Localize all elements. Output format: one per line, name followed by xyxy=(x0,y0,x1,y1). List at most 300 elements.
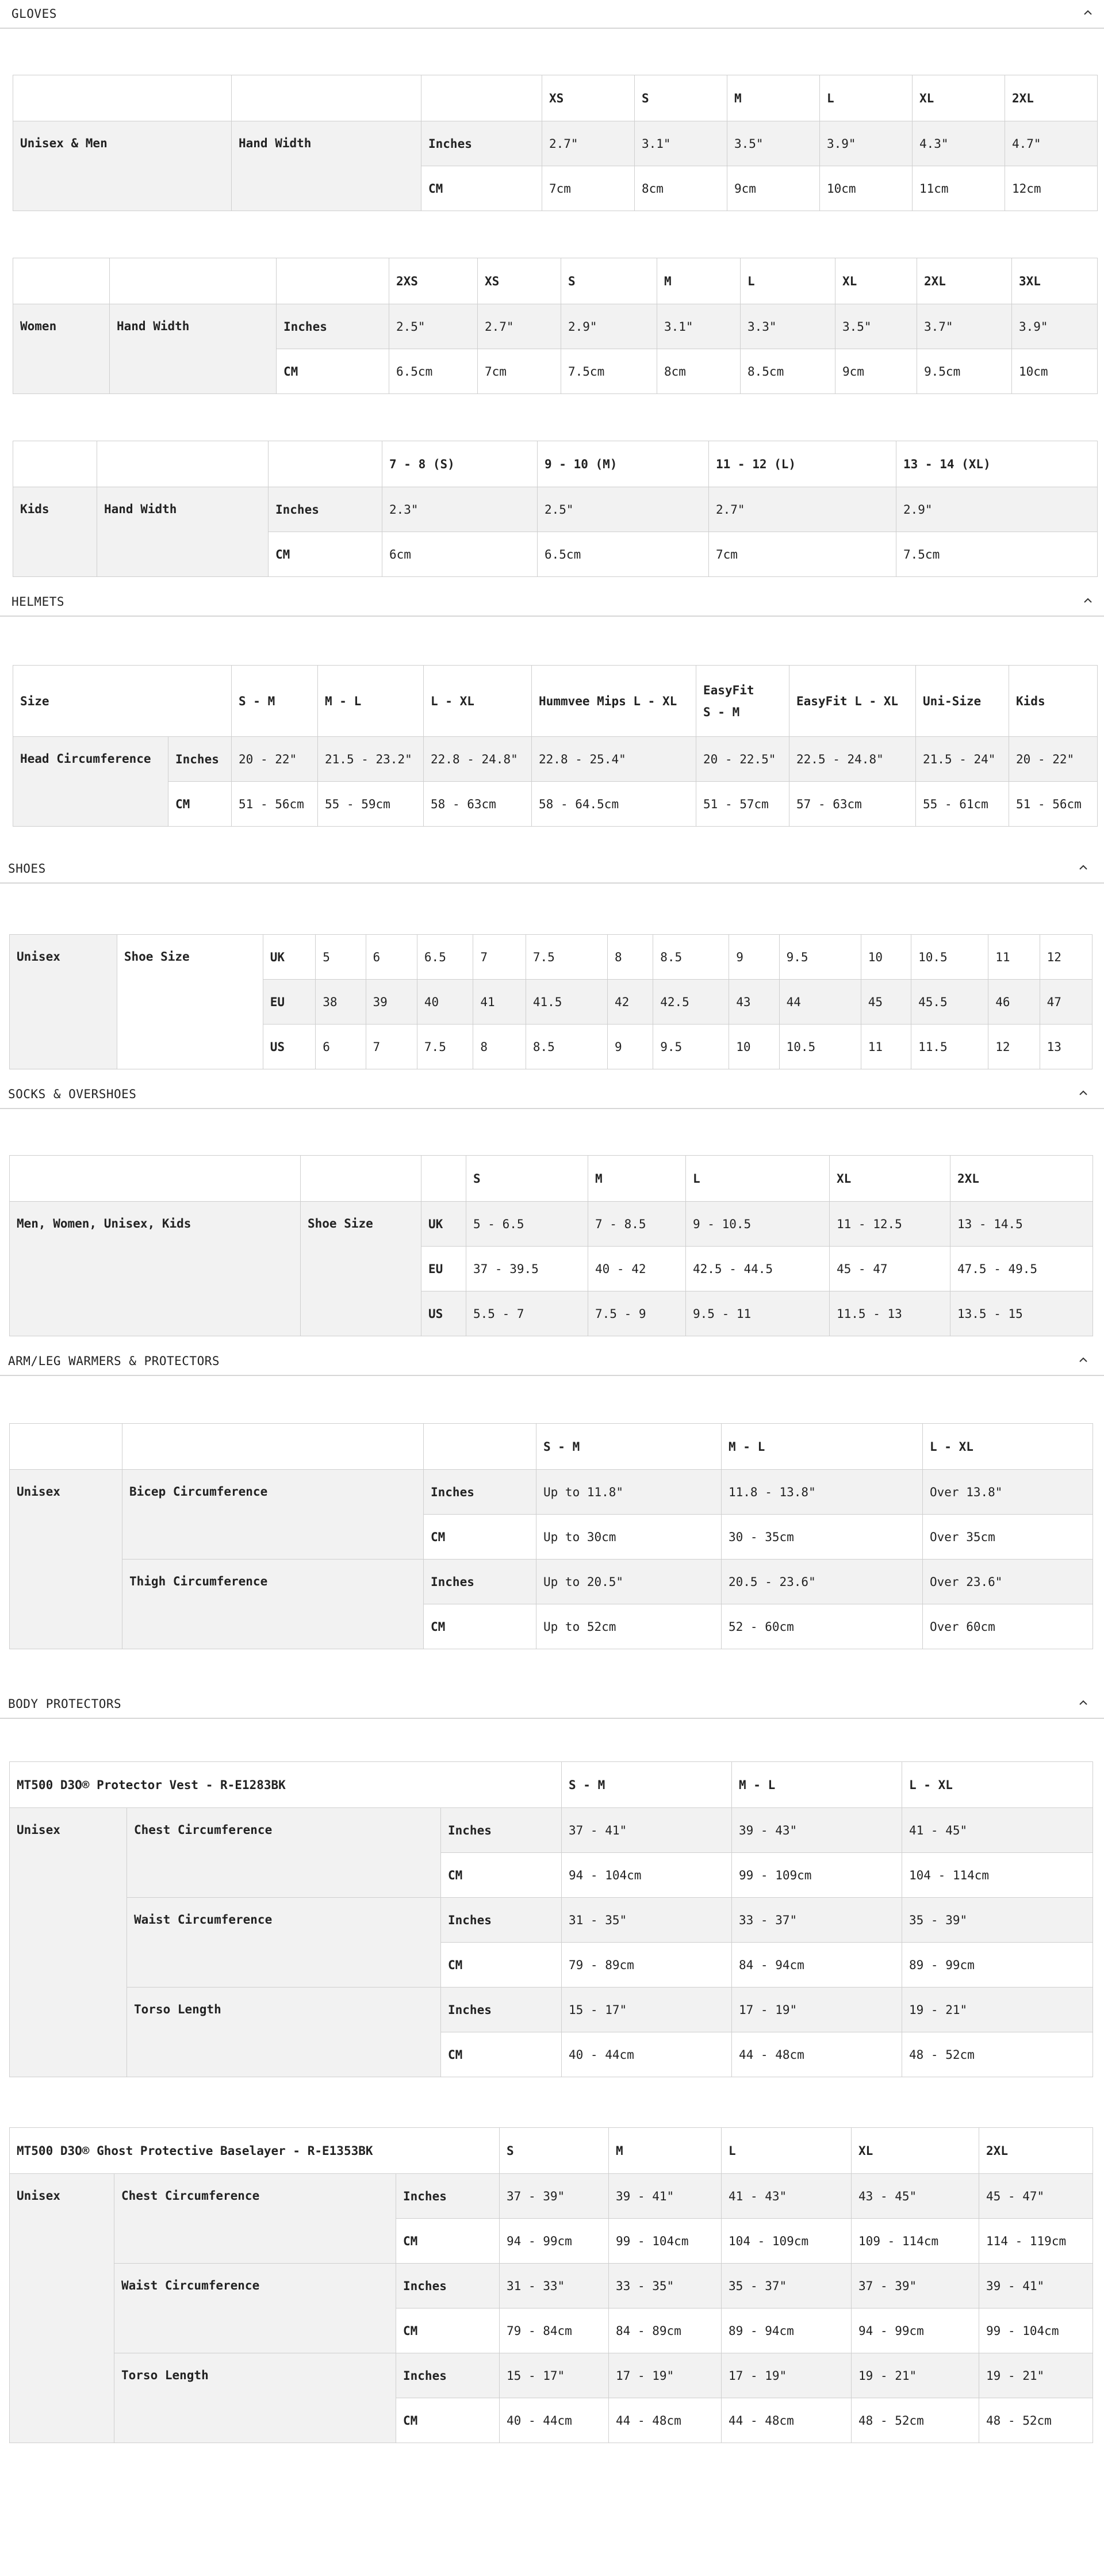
value-cell: 3.5" xyxy=(727,121,820,166)
size-header: M - L xyxy=(732,1762,902,1808)
unit-label: CM xyxy=(269,532,382,577)
measure-label: Torso Length xyxy=(127,1988,441,2077)
measure-label: Hand Width xyxy=(232,121,421,211)
table-row xyxy=(13,304,1098,349)
header-row xyxy=(13,258,1098,304)
group-label: Men, Women, Unisex, Kids xyxy=(10,1202,301,1336)
size-label: Size xyxy=(13,666,232,737)
section-header-warmers[interactable] xyxy=(0,1347,1104,1376)
section-title: ARM/LEG WARMERS & PROTECTORS xyxy=(8,1354,220,1368)
value-cell: 13.5 - 15 xyxy=(950,1291,1093,1336)
unit-label: UK xyxy=(263,935,315,980)
empty-cell xyxy=(232,75,421,121)
value-cell: 99 - 104cm xyxy=(979,2309,1093,2353)
value-cell: 94 - 99cm xyxy=(500,2219,609,2264)
measure-label: Shoe Size xyxy=(301,1202,421,1336)
unit-label: CM xyxy=(277,349,389,394)
size-header-line: EasyFit xyxy=(703,683,754,697)
table-row xyxy=(10,1560,1093,1604)
size-header: L xyxy=(722,2128,852,2174)
table-row xyxy=(10,1808,1093,1853)
baselayer-table xyxy=(9,2127,1093,2443)
value-cell: 8 xyxy=(608,935,653,980)
unit-label: CM xyxy=(424,1515,536,1560)
unit-label: CM xyxy=(421,166,542,211)
size-header: 13 - 14 (XL) xyxy=(896,441,1098,487)
size-header: 2XL xyxy=(917,258,1012,304)
value-cell: 2.7" xyxy=(542,121,635,166)
value-cell: 19 - 21" xyxy=(902,1988,1093,2032)
value-cell: 9 - 10.5 xyxy=(686,1202,830,1247)
size-header: S xyxy=(500,2128,609,2174)
measure-label: Waist Circumference xyxy=(114,2264,396,2353)
section-title: BODY PROTECTORS xyxy=(8,1697,122,1711)
measure-label: Head Circumference xyxy=(13,737,168,827)
unit-label: UK xyxy=(421,1202,466,1247)
table-row xyxy=(13,737,1098,782)
value-cell: 48 - 52cm xyxy=(979,2398,1093,2443)
empty-cell xyxy=(10,1424,122,1470)
value-cell: 58 - 63cm xyxy=(424,782,532,827)
measure-label: Waist Circumference xyxy=(127,1898,441,1988)
section-header-gloves[interactable] xyxy=(0,0,1104,29)
value-cell: Up to 52cm xyxy=(536,1604,722,1649)
value-cell: 44 - 48cm xyxy=(732,2032,902,2077)
size-header: M xyxy=(657,258,741,304)
value-cell: 6.5cm xyxy=(389,349,478,394)
size-header: S - M xyxy=(562,1762,732,1808)
value-cell: 55 - 59cm xyxy=(318,782,424,827)
unit-label: Inches xyxy=(396,2174,500,2219)
size-header: L xyxy=(686,1156,830,1202)
value-cell: 39 - 41" xyxy=(609,2174,722,2219)
section-title: SHOES xyxy=(8,862,46,876)
unit-label: Inches xyxy=(396,2264,500,2309)
value-cell: 47.5 - 49.5 xyxy=(950,1247,1093,1291)
value-cell: 3.1" xyxy=(657,304,741,349)
value-cell: 46 xyxy=(988,980,1040,1025)
header-row xyxy=(10,1156,1093,1202)
gloves-kids-table xyxy=(13,441,1098,577)
section-header-shoes[interactable] xyxy=(0,855,1104,884)
size-header: EasyFit L - XL xyxy=(789,666,916,737)
table-row xyxy=(10,2353,1093,2398)
size-header: 9 - 10 (M) xyxy=(538,441,709,487)
value-cell: 6cm xyxy=(382,532,538,577)
value-cell: 79 - 84cm xyxy=(500,2309,609,2353)
value-cell: 22.8 - 25.4" xyxy=(532,737,696,782)
size-header: L xyxy=(741,258,835,304)
size-header: 2XL xyxy=(950,1156,1093,1202)
measure-label: Thigh Circumference xyxy=(122,1560,424,1649)
unit-label: Inches xyxy=(168,737,232,782)
value-cell: 17 - 19" xyxy=(722,2353,852,2398)
value-cell: 9 xyxy=(729,935,779,980)
table-row xyxy=(13,487,1098,532)
socks-table xyxy=(9,1155,1093,1336)
value-cell: 20 - 22" xyxy=(232,737,318,782)
size-header: S xyxy=(561,258,657,304)
value-cell: 45 - 47" xyxy=(979,2174,1093,2219)
value-cell: 89 - 94cm xyxy=(722,2309,852,2353)
size-header: S xyxy=(466,1156,588,1202)
value-cell: 104 - 109cm xyxy=(722,2219,852,2264)
header-row xyxy=(10,1424,1093,1470)
size-header: 11 - 12 (L) xyxy=(709,441,896,487)
value-cell: 94 - 99cm xyxy=(852,2309,979,2353)
value-cell: 3.1" xyxy=(635,121,727,166)
value-cell: 30 - 35cm xyxy=(722,1515,923,1560)
size-header: 2XL xyxy=(979,2128,1093,2174)
value-cell: 21.5 - 23.2" xyxy=(318,737,424,782)
value-cell: 42 xyxy=(608,980,653,1025)
value-cell: 44 - 48cm xyxy=(609,2398,722,2443)
size-header: 2XL xyxy=(1005,75,1098,121)
unit-label: EU xyxy=(263,980,315,1025)
group-label: Unisex xyxy=(10,1808,127,2077)
unit-label: CM xyxy=(168,782,232,827)
measure-label: Hand Width xyxy=(97,487,269,577)
table-row xyxy=(13,782,1098,827)
header-row xyxy=(10,2128,1093,2174)
value-cell: 37 - 39" xyxy=(852,2264,979,2309)
value-cell: 22.5 - 24.8" xyxy=(789,737,916,782)
product-title: MT500 D3O® Ghost Protective Baselayer - R-E1353BK xyxy=(10,2128,500,2174)
value-cell: 19 - 21" xyxy=(979,2353,1093,2398)
value-cell: 99 - 109cm xyxy=(732,1853,902,1898)
value-cell: 9 xyxy=(608,1025,653,1069)
value-cell: 7 xyxy=(473,935,526,980)
value-cell: 52 - 60cm xyxy=(722,1604,923,1649)
value-cell: 22.8 - 24.8" xyxy=(424,737,532,782)
value-cell: 39 - 43" xyxy=(732,1808,902,1853)
size-header: L - XL xyxy=(923,1424,1093,1470)
value-cell: 12 xyxy=(1040,935,1092,980)
value-cell: 8 xyxy=(473,1025,526,1069)
size-header: L - XL xyxy=(902,1762,1093,1808)
value-cell: 45 xyxy=(861,980,911,1025)
value-cell: 109 - 114cm xyxy=(852,2219,979,2264)
empty-cell xyxy=(269,441,382,487)
empty-cell xyxy=(424,1424,536,1470)
value-cell: 17 - 19" xyxy=(609,2353,722,2398)
size-header: M - L xyxy=(318,666,424,737)
value-cell: 58 - 64.5cm xyxy=(532,782,696,827)
value-cell: 7.5cm xyxy=(896,532,1098,577)
size-header: M - L xyxy=(722,1424,923,1470)
value-cell: 42.5 - 44.5 xyxy=(686,1247,830,1291)
value-cell: 8cm xyxy=(635,166,727,211)
header-row xyxy=(13,441,1098,487)
value-cell: 39 - 41" xyxy=(979,2264,1093,2309)
value-cell: 10.5 xyxy=(911,935,988,980)
chevron-up-icon[interactable] xyxy=(1081,594,1095,607)
value-cell: 38 xyxy=(316,980,366,1025)
value-cell: 9cm xyxy=(727,166,820,211)
value-cell: 5 - 6.5 xyxy=(466,1202,588,1247)
value-cell: 48 - 52cm xyxy=(852,2398,979,2443)
measure-label: Chest Circumference xyxy=(114,2174,396,2264)
value-cell: Over 13.8" xyxy=(923,1470,1093,1515)
section-header-body-protectors[interactable] xyxy=(0,1690,1104,1719)
value-cell: Up to 11.8" xyxy=(536,1470,722,1515)
table-row xyxy=(10,2174,1093,2219)
value-cell: 6.5 xyxy=(417,935,473,980)
header-row xyxy=(13,75,1098,121)
value-cell: 11 xyxy=(988,935,1040,980)
value-cell: 7.5 xyxy=(417,1025,473,1069)
size-header: Uni-Size xyxy=(916,666,1009,737)
chevron-up-icon[interactable] xyxy=(1076,1353,1090,1367)
value-cell: 51 - 56cm xyxy=(232,782,318,827)
chevron-up-icon[interactable] xyxy=(1076,1696,1090,1710)
value-cell: 11.5 - 13 xyxy=(830,1291,950,1336)
size-header: Hummvee Mips L - XL xyxy=(532,666,696,737)
value-cell: 9.5cm xyxy=(917,349,1012,394)
value-cell: 10cm xyxy=(1012,349,1098,394)
value-cell: 7.5 - 9 xyxy=(588,1291,686,1336)
size-header: S - M xyxy=(536,1424,722,1470)
value-cell: 4.7" xyxy=(1005,121,1098,166)
value-cell: 17 - 19" xyxy=(732,1988,902,2032)
value-cell: 7cm xyxy=(709,532,896,577)
value-cell: 37 - 39.5 xyxy=(466,1247,588,1291)
group-label: Unisex xyxy=(10,1470,122,1649)
header-row xyxy=(10,1762,1093,1808)
value-cell: 3.9" xyxy=(1012,304,1098,349)
value-cell: 40 - 42 xyxy=(588,1247,686,1291)
group-label: Unisex xyxy=(10,2174,114,2443)
value-cell: 7.5 xyxy=(526,935,607,980)
value-cell: 11 - 12.5 xyxy=(830,1202,950,1247)
value-cell: 47 xyxy=(1040,980,1092,1025)
unit-label: Inches xyxy=(396,2353,500,2398)
value-cell: 12 xyxy=(988,1025,1040,1069)
value-cell: Over 23.6" xyxy=(923,1560,1093,1604)
size-header: 3XL xyxy=(1012,258,1098,304)
value-cell: 2.7" xyxy=(478,304,561,349)
value-cell: 44 xyxy=(779,980,861,1025)
chevron-up-icon[interactable] xyxy=(1081,6,1095,20)
measure-label: Shoe Size xyxy=(117,935,263,1069)
unit-label: US xyxy=(263,1025,315,1069)
value-cell: 41.5 xyxy=(526,980,607,1025)
value-cell: 9cm xyxy=(835,349,917,394)
value-cell: 55 - 61cm xyxy=(916,782,1009,827)
value-cell: 11.8 - 13.8" xyxy=(722,1470,923,1515)
value-cell: 89 - 99cm xyxy=(902,1943,1093,1988)
size-header: M xyxy=(609,2128,722,2174)
value-cell: 35 - 37" xyxy=(722,2264,852,2309)
unit-label: Inches xyxy=(277,304,389,349)
unit-label: CM xyxy=(396,2309,500,2353)
chevron-up-icon[interactable] xyxy=(1076,1086,1090,1100)
value-cell: 15 - 17" xyxy=(562,1988,732,2032)
size-header: L xyxy=(820,75,913,121)
unit-label: Inches xyxy=(424,1560,536,1604)
empty-cell xyxy=(10,1156,301,1202)
value-cell: 3.3" xyxy=(741,304,835,349)
table-row xyxy=(13,121,1098,166)
value-cell: 41 - 45" xyxy=(902,1808,1093,1853)
value-cell: 79 - 89cm xyxy=(562,1943,732,1988)
table-row xyxy=(10,1898,1093,1943)
unit-label: Inches xyxy=(441,1898,562,1943)
value-cell: 43 xyxy=(729,980,779,1025)
value-cell: 45.5 xyxy=(911,980,988,1025)
value-cell: 39 xyxy=(366,980,417,1025)
size-header: XS xyxy=(542,75,635,121)
value-cell: 31 - 33" xyxy=(500,2264,609,2309)
value-cell: 2.9" xyxy=(896,487,1098,532)
value-cell: 37 - 39" xyxy=(500,2174,609,2219)
size-header: L - XL xyxy=(424,666,532,737)
value-cell: 94 - 104cm xyxy=(562,1853,732,1898)
value-cell: 40 - 44cm xyxy=(500,2398,609,2443)
unit-label: EU xyxy=(421,1247,466,1291)
measure-label: Chest Circumference xyxy=(127,1808,441,1898)
value-cell: 2.5" xyxy=(389,304,478,349)
value-cell: 44 - 48cm xyxy=(722,2398,852,2443)
measure-label: Bicep Circumference xyxy=(122,1470,424,1560)
unit-label: CM xyxy=(441,2032,562,2077)
section-header-helmets[interactable] xyxy=(0,588,1104,617)
value-cell: 20.5 - 23.6" xyxy=(722,1560,923,1604)
gloves-unisex-table xyxy=(13,75,1098,211)
value-cell: 41 xyxy=(473,980,526,1025)
unit-label: CM xyxy=(424,1604,536,1649)
size-header: Kids xyxy=(1009,666,1098,737)
value-cell: 40 - 44cm xyxy=(562,2032,732,2077)
value-cell: 6.5cm xyxy=(538,532,709,577)
table-row xyxy=(10,2264,1093,2309)
value-cell: 6 xyxy=(366,935,417,980)
empty-cell xyxy=(421,1156,466,1202)
value-cell: 33 - 35" xyxy=(609,2264,722,2309)
unit-label: Inches xyxy=(441,1988,562,2032)
value-cell: 7 - 8.5 xyxy=(588,1202,686,1247)
value-cell: 51 - 56cm xyxy=(1009,782,1098,827)
table-row xyxy=(10,1470,1093,1515)
value-cell: 3.7" xyxy=(917,304,1012,349)
table-row xyxy=(10,1988,1093,2032)
value-cell: 8.5cm xyxy=(741,349,835,394)
table-row xyxy=(10,935,1092,980)
value-cell: 20 - 22.5" xyxy=(696,737,789,782)
section-header-socks[interactable] xyxy=(0,1080,1104,1109)
value-cell: 10cm xyxy=(820,166,913,211)
unit-label: Inches xyxy=(421,121,542,166)
size-header: S - M xyxy=(232,666,318,737)
value-cell: 9.5 xyxy=(653,1025,729,1069)
size-header: 7 - 8 (S) xyxy=(382,441,538,487)
value-cell: Up to 30cm xyxy=(536,1515,722,1560)
size-header: XL xyxy=(835,258,917,304)
section-title: SOCKS & OVERSHOES xyxy=(8,1087,137,1101)
value-cell: 99 - 104cm xyxy=(609,2219,722,2264)
empty-cell xyxy=(13,75,232,121)
size-header: XL xyxy=(852,2128,979,2174)
shoes-table xyxy=(9,934,1092,1069)
unit-label: CM xyxy=(396,2398,500,2443)
value-cell: 2.5" xyxy=(538,487,709,532)
group-label: Unisex & Men xyxy=(13,121,232,211)
value-cell: 6 xyxy=(316,1025,366,1069)
value-cell: 15 - 17" xyxy=(500,2353,609,2398)
value-cell: 31 - 35" xyxy=(562,1898,732,1943)
value-cell: 9.5 - 11 xyxy=(686,1291,830,1336)
value-cell: 13 xyxy=(1040,1025,1092,1069)
size-header: M xyxy=(727,75,820,121)
value-cell: 45 - 47 xyxy=(830,1247,950,1291)
chevron-up-icon[interactable] xyxy=(1076,861,1090,874)
measure-label: Torso Length xyxy=(114,2353,396,2443)
empty-cell xyxy=(13,258,110,304)
value-cell: 7cm xyxy=(478,349,561,394)
value-cell: 8cm xyxy=(657,349,741,394)
empty-cell xyxy=(421,75,542,121)
value-cell: 84 - 94cm xyxy=(732,1943,902,1988)
value-cell: 11.5 xyxy=(911,1025,988,1069)
empty-cell xyxy=(301,1156,421,1202)
value-cell: 21.5 - 24" xyxy=(916,737,1009,782)
value-cell: 13 - 14.5 xyxy=(950,1202,1093,1247)
value-cell: 19 - 21" xyxy=(852,2353,979,2398)
size-header-line: S - M xyxy=(703,705,740,719)
value-cell: 42.5 xyxy=(653,980,729,1025)
value-cell: 48 - 52cm xyxy=(902,2032,1093,2077)
table-row xyxy=(10,1202,1093,1247)
empty-cell xyxy=(97,441,269,487)
value-cell: 51 - 57cm xyxy=(696,782,789,827)
header-row xyxy=(13,666,1098,737)
value-cell: 12cm xyxy=(1005,166,1098,211)
unit-label: CM xyxy=(441,1853,562,1898)
vest-table xyxy=(9,1761,1093,2077)
size-header xyxy=(696,666,789,737)
group-label: Women xyxy=(13,304,110,394)
value-cell: 10 xyxy=(861,935,911,980)
value-cell: 41 - 43" xyxy=(722,2174,852,2219)
value-cell: 5.5 - 7 xyxy=(466,1291,588,1336)
value-cell: 3.9" xyxy=(820,121,913,166)
size-header: S xyxy=(635,75,727,121)
value-cell: 2.3" xyxy=(382,487,538,532)
empty-cell xyxy=(277,258,389,304)
value-cell: 7.5cm xyxy=(561,349,657,394)
unit-label: CM xyxy=(396,2219,500,2264)
value-cell: 5 xyxy=(316,935,366,980)
group-label: Unisex xyxy=(10,935,117,1069)
value-cell: 57 - 63cm xyxy=(789,782,916,827)
unit-label: Inches xyxy=(424,1470,536,1515)
empty-cell xyxy=(110,258,277,304)
measure-label: Hand Width xyxy=(110,304,277,394)
value-cell: 43 - 45" xyxy=(852,2174,979,2219)
value-cell: 20 - 22" xyxy=(1009,737,1098,782)
value-cell: 104 - 114cm xyxy=(902,1853,1093,1898)
value-cell: 9.5 xyxy=(779,935,861,980)
empty-cell xyxy=(122,1424,424,1470)
value-cell: Up to 20.5" xyxy=(536,1560,722,1604)
unit-label: Inches xyxy=(441,1808,562,1853)
unit-label: Inches xyxy=(269,487,382,532)
size-header: XS xyxy=(478,258,561,304)
value-cell: 11cm xyxy=(913,166,1005,211)
warmers-table xyxy=(9,1423,1093,1649)
value-cell: 11 xyxy=(861,1025,911,1069)
value-cell: 8.5 xyxy=(526,1025,607,1069)
